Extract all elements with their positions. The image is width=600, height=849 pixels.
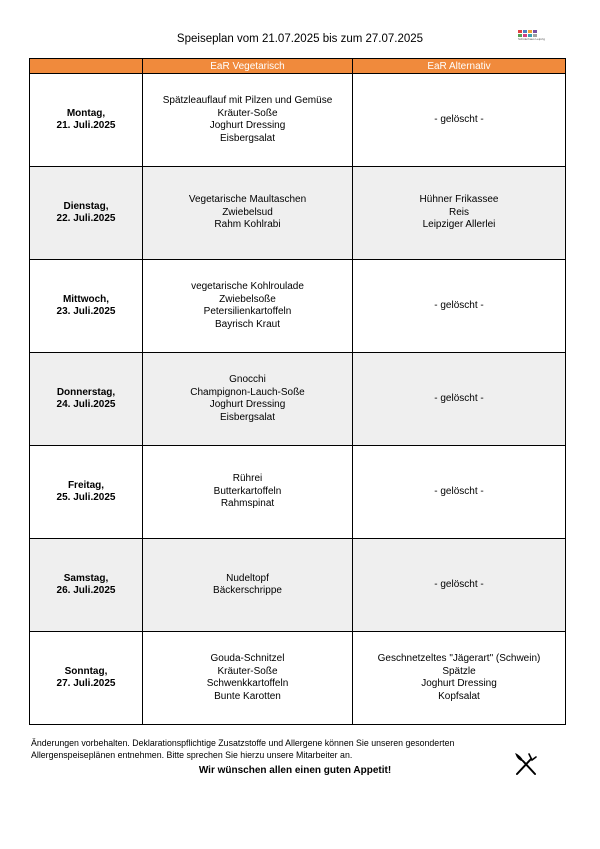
table-row (30, 632, 566, 725)
footer-note-line-2: Allergenspeiseplänen entnehmen. Bitte sprechen Sie hierzu unsere Mitarbeiter an. (31, 750, 353, 760)
header-vegetarian: EaR Vegetarisch (143, 59, 353, 74)
dish-item: Rührei (232, 473, 263, 485)
dish-item: Hühner Frikassee (419, 194, 499, 206)
table-row (30, 74, 566, 167)
vegetarian-cell (143, 353, 353, 446)
dish-item: Joghurt Dressing (209, 120, 286, 131)
dish-item: Bayrisch Kraut (214, 318, 281, 330)
date-label: 21. Juli.2025 (56, 120, 116, 131)
alternative-cell (353, 167, 566, 260)
date-label: 22. Juli.2025 (56, 213, 116, 224)
day-cell (30, 446, 143, 539)
table-row (30, 446, 566, 539)
table-row (30, 353, 566, 446)
vegetarian-cell (143, 632, 353, 725)
alternative-cell (353, 446, 566, 539)
dish-item: Rahm Kohlrabi (214, 219, 281, 231)
dish-item: Bäckerschrippe (213, 585, 282, 596)
vegetarian-cell (143, 260, 353, 353)
table-row (30, 539, 566, 632)
alternative-cell (353, 539, 566, 632)
dish-item: - gelöscht - (434, 113, 484, 125)
page-title: Speiseplan vom 21.07.2025 bis zum 27.07.2025 (176, 33, 424, 45)
footer-note (31, 737, 511, 761)
weekday-label: Dienstag, (63, 200, 109, 212)
alternative-cell (353, 260, 566, 353)
weekday-label: Freitag, (67, 479, 105, 491)
day-cell (30, 167, 143, 260)
vegetarian-cell (143, 167, 353, 260)
weekday-label: Samstag, (63, 572, 109, 584)
dish-item: Zwiebelsoße (219, 293, 276, 305)
dish-item: Spätzleauflauf mit Pilzen und Gemüse (162, 95, 333, 106)
date-label: 25. Juli.2025 (56, 492, 116, 503)
dish-item: Eisbergsalat (219, 411, 276, 423)
dish-item: Vegetarische Maultaschen (188, 194, 307, 206)
dish-item: - gelöscht - (434, 485, 484, 497)
dish-item: Kräuter-Soße (217, 665, 278, 677)
table-row (30, 260, 566, 353)
table-row (30, 167, 566, 260)
table-header-row (30, 59, 566, 74)
day-cell (30, 74, 143, 167)
weekday-label: Montag, (66, 107, 106, 119)
dish-item: Gnocchi (229, 374, 266, 385)
day-cell (30, 353, 143, 446)
dish-item: Schwenkkartoffeln (206, 678, 289, 689)
dish-item: Joghurt Dressing (421, 678, 497, 689)
alternative-cell (353, 632, 566, 725)
menu-table (29, 58, 566, 725)
dish-item: Rahmspinat (220, 498, 275, 510)
weekday-label: Sonntag, (64, 665, 108, 677)
closing-message: Wir wünschen allen einen guten Appetit! (198, 765, 392, 776)
logo-dot (523, 30, 527, 33)
logo-dot (518, 30, 522, 33)
dish-item: Geschnetzeltes "Jägerart" (Schwein) (377, 653, 541, 664)
dish-item: vegetarische Kohlroulade (191, 281, 304, 292)
dish-item: Butterkartoffeln (213, 485, 282, 497)
weekday-label: Mittwoch, (62, 293, 110, 305)
dish-item: Kopfsalat (438, 690, 480, 702)
dish-item: Nudeltopf (226, 572, 269, 584)
dish-item: Kräuter-Soße (217, 107, 278, 119)
header-alternative: EaR Alternativ (353, 59, 566, 74)
footer-note-line-1: Änderungen vorbehalten. Deklarationspflichtige Zusatzstoffe und Allergene können Sie unseren gesonderten (31, 738, 455, 748)
vegetarian-cell (143, 539, 353, 632)
dish-item: - gelöscht - (434, 578, 484, 590)
dish-item: - gelöscht - (434, 299, 484, 311)
dish-item: Joghurt Dressing (209, 399, 286, 410)
alternative-cell (353, 74, 566, 167)
logo-dot (528, 30, 532, 33)
logo-text: Schülerhaus Leipzig (518, 37, 546, 41)
dish-item: - gelöscht - (434, 392, 484, 404)
date-label: 26. Juli.2025 (56, 585, 116, 596)
date-label: 24. Juli.2025 (56, 399, 116, 410)
day-cell (30, 260, 143, 353)
day-cell (30, 632, 143, 725)
dish-item: Gouda-Schnitzel (210, 653, 285, 664)
logo-dot (533, 30, 537, 33)
date-label: 27. Juli.2025 (56, 678, 116, 689)
provider-logo-icon (518, 30, 546, 48)
alternative-cell (353, 353, 566, 446)
dish-item: Bunte Karotten (214, 690, 281, 702)
dish-item: Champignon-Lauch-Soße (190, 386, 305, 398)
day-cell (30, 539, 143, 632)
dish-item: Zwiebelsud (222, 206, 273, 218)
vegetarian-cell (143, 74, 353, 167)
cutlery-icon (512, 750, 540, 778)
date-label: 23. Juli.2025 (56, 306, 116, 317)
vegetarian-cell (143, 446, 353, 539)
weekday-label: Donnerstag, (56, 386, 116, 398)
dish-item: Leipziger Allerlei (422, 219, 496, 231)
dish-item: Eisbergsalat (219, 132, 276, 144)
dish-item: Spätzle (442, 665, 476, 677)
dish-item: Petersilienkartoffeln (203, 306, 292, 317)
dish-item: Reis (448, 206, 469, 218)
header-day (30, 59, 143, 74)
